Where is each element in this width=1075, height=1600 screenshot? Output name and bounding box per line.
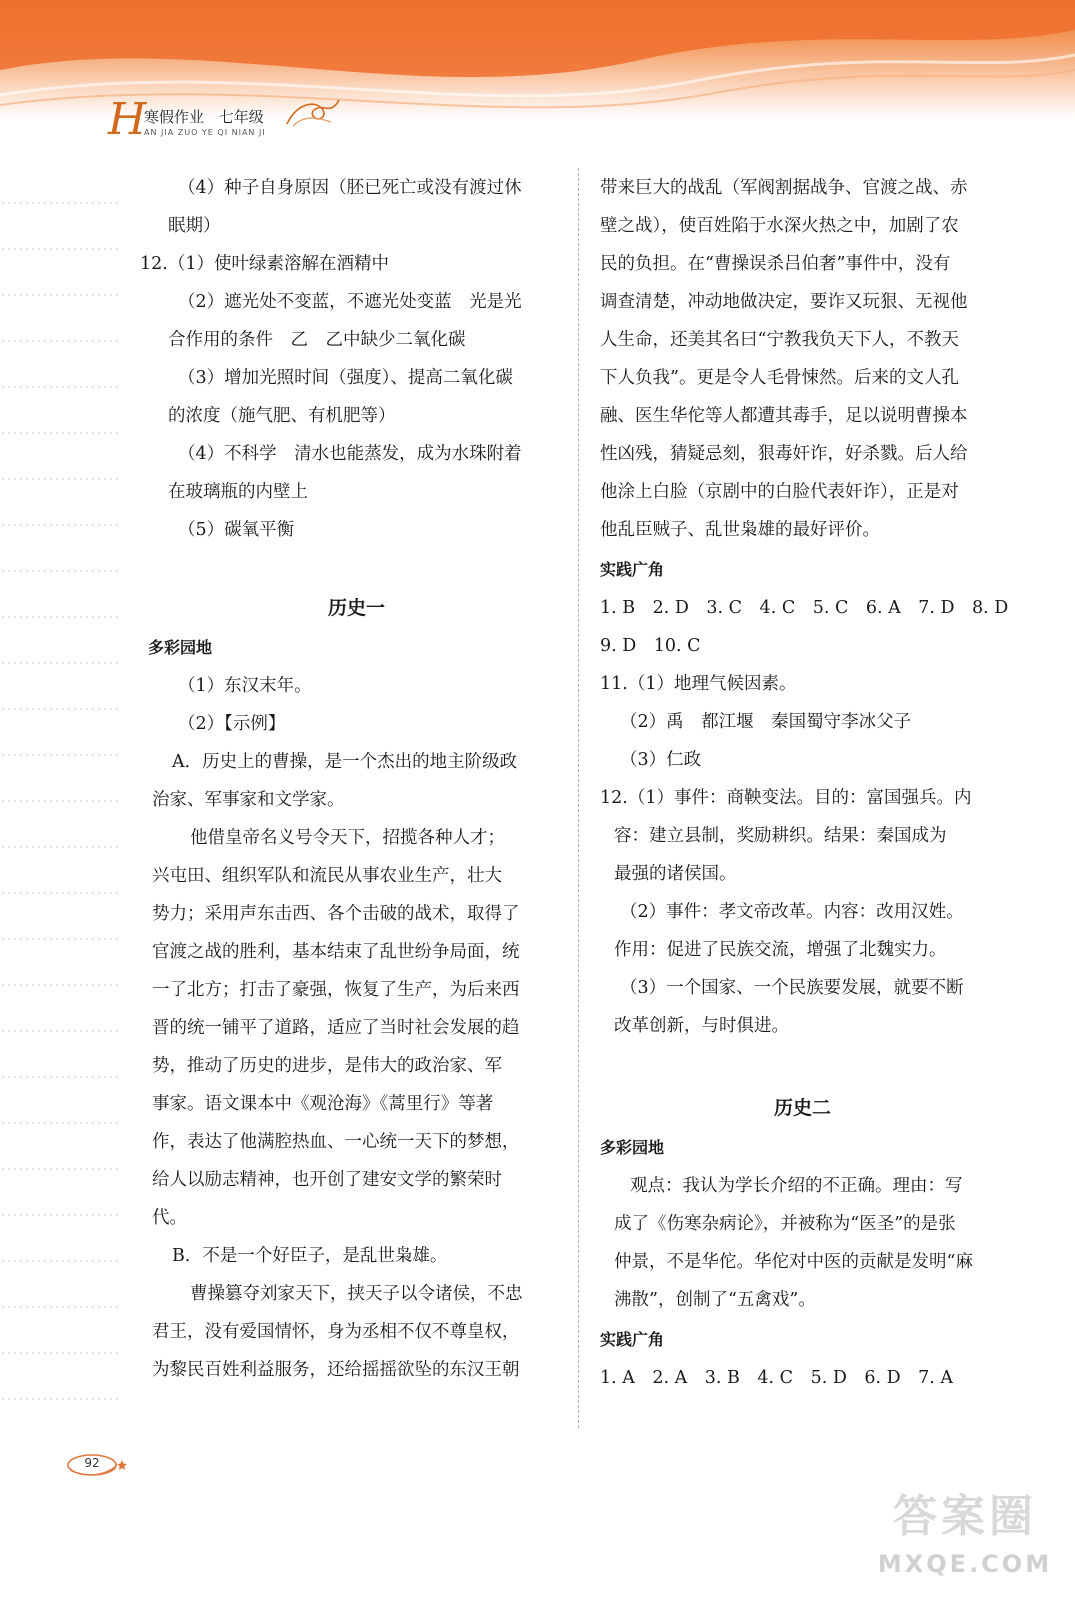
header-wave-decoration	[0, 0, 1075, 120]
text-line: 他借皇帝名义号令天下，招揽各种人才；	[190, 828, 505, 848]
subsection-title: 多彩园地	[148, 638, 213, 657]
header-title	[144, 106, 274, 127]
page-number: 92	[84, 1456, 100, 1470]
text-line: 曹操篡夺刘家天下，挟天子以令诸侯，不忠	[190, 1284, 523, 1304]
text-line: （3）仁政	[620, 750, 702, 770]
text-line: 容：建立县制，奖励耕织。结果：秦国成为	[614, 826, 947, 846]
text-line: 兴屯田、组织军队和流民从事农业生产，壮大	[152, 866, 502, 886]
subsection-title: 实践广角	[600, 560, 665, 579]
text-line: 他乱臣贼子、乱世枭雄的最好评价。	[600, 520, 880, 540]
subsection-title: 实践广角	[600, 1330, 665, 1349]
text-line: 壁之战），使百姓陷于水深火热之中，加剧了农	[600, 216, 959, 236]
grade-label: 七年级	[218, 108, 264, 126]
text-line: 成了《伤寒杂病论》，并被称为“医圣”的是张	[614, 1214, 956, 1234]
answer-line: 1. B 2. D 3. C 4. C 5. C 6. A 7. D 8. D	[600, 598, 1009, 618]
book-title: 寒假作业	[144, 108, 205, 126]
text-line: 治家、军事家和文学家。	[152, 790, 345, 810]
text-line: 带来巨大的战乱（军阀割据战争、官渡之战、赤	[600, 178, 968, 198]
text-line: 12.（1）事件：商鞅变法。目的：富国强兵。内	[600, 788, 972, 808]
text-line: 眠期）	[168, 216, 221, 236]
text-line: （1）东汉末年。	[178, 676, 312, 696]
text-line: 下人负我”。更是令人毛骨悚然。后来的文人孔	[600, 368, 959, 388]
section-title: 历史一	[328, 597, 386, 619]
text-line: 作用：促进了民族交流，增强了北魏实力。	[614, 940, 947, 960]
text-line: B．不是一个好臣子，是乱世枭雄。	[172, 1246, 448, 1266]
text-line: 晋的统一铺平了道路，适应了当时社会发展的趋	[152, 1018, 520, 1038]
text-line: 融、医生华佗等人都遭其毒手，足以说明曹操本	[600, 406, 968, 426]
text-line: （3）增加光照时间（强度）、提高二氧化碳	[178, 368, 513, 388]
text-line: 势力；采用声东击西、各个击破的战术，取得了	[152, 904, 520, 924]
text-line: 在玻璃瓶的内壁上	[168, 482, 308, 502]
header-pinyin: AN JIA ZUO YE QI NIAN JI	[144, 128, 266, 137]
text-line: 改革创新，与时俱进。	[614, 1016, 789, 1036]
text-line: 一了北方；打击了豪强，恢复了生产，为后来西	[152, 980, 520, 1000]
text-line: 11.（1）地理气候因素。	[600, 674, 797, 694]
site-watermark	[860, 1480, 1070, 1595]
text-line: （4）种子自身原因（胚已死亡或没有渡过休	[178, 178, 522, 198]
text-line: 12.（1）使叶绿素溶解在酒精中	[140, 254, 389, 274]
watermark-logo-text: 答案圈	[893, 1491, 1037, 1542]
text-line: （2）事件：孝文帝改革。内容：改用汉姓。	[620, 902, 964, 922]
text-line: 最强的诸侯国。	[614, 864, 737, 884]
text-line: 事家。语文课本中《观沧海》《蒿里行》等著	[152, 1094, 494, 1114]
text-line: 合作用的条件 乙 乙中缺少二氧化碳	[168, 330, 466, 350]
text-line: 的浓度（施气肥、有机肥等）	[168, 406, 396, 426]
column-divider	[578, 168, 579, 1428]
text-line: 性凶残，猜疑忌刻，狠毒奸诈，好杀戮。后人给	[600, 444, 968, 464]
text-line: 仲景，不是华佗。华佗对中医的贡献是发明“麻	[614, 1252, 973, 1272]
text-line: （3）一个国家、一个民族要发展，就要不断	[620, 978, 964, 998]
answer-line: 1. A 2. A 3. B 4. C 5. D 6. D 7. A	[600, 1368, 954, 1388]
text-line: 给人以励志精神，也开创了建安文学的繁荣时	[152, 1170, 502, 1190]
text-line: 势，推动了历史的进步，是伟大的政治家、军	[152, 1056, 502, 1076]
text-line: 民的负担。在“曹操误杀吕伯奢”事件中，没有	[600, 254, 951, 274]
text-line: （2）禹 都江堰 秦国蜀守李冰父子	[620, 712, 912, 732]
text-line: 代。	[152, 1208, 187, 1228]
text-line: 沸散”，创制了“五禽戏”。	[614, 1290, 816, 1310]
section-title: 历史二	[774, 1097, 832, 1119]
text-line: 他涂上白脸（京剧中的白脸代表奸诈），正是对	[600, 482, 959, 502]
text-line: （5）碳氧平衡	[178, 520, 295, 540]
text-line: 君王，没有爱国情怀，身为丞相不仅不尊皇权，	[152, 1322, 520, 1342]
text-line: （2）遮光处不变蓝，不遮光处变蓝 光是光	[178, 292, 522, 312]
text-line: A．历史上的曹操，是一个杰出的地主阶级政	[172, 752, 518, 772]
text-line: 为黎民百姓利益服务，还给摇摇欲坠的东汉王朝	[152, 1360, 520, 1380]
text-line: 调查清楚，冲动地做决定，要诈又玩狠、无视他	[600, 292, 968, 312]
header-logo-letter: H	[108, 94, 147, 145]
text-line: （4）不科学 清水也能蒸发，成为水珠附着	[178, 444, 522, 464]
margin-dot-pattern	[0, 180, 120, 1440]
answer-line: 9. D 10. C	[600, 636, 701, 656]
text-line: 作，表达了他满腔热血、一心统一天下的梦想，	[152, 1132, 520, 1152]
swirl-ornament-icon	[283, 96, 343, 130]
subsection-title: 多彩园地	[600, 1138, 665, 1157]
text-line: 人生命，还美其名曰“宁教我负天下人，不教天	[600, 330, 959, 350]
text-line: （2）【示例】	[178, 714, 286, 734]
text-line: 官渡之战的胜利，基本结束了乱世纷争局面，统	[152, 942, 520, 962]
text-line: 观点：我认为学长介绍的不正确。理由：写	[630, 1176, 963, 1196]
page-number-badge	[66, 1452, 126, 1478]
watermark-url: MXQE.COM	[877, 1550, 1053, 1578]
